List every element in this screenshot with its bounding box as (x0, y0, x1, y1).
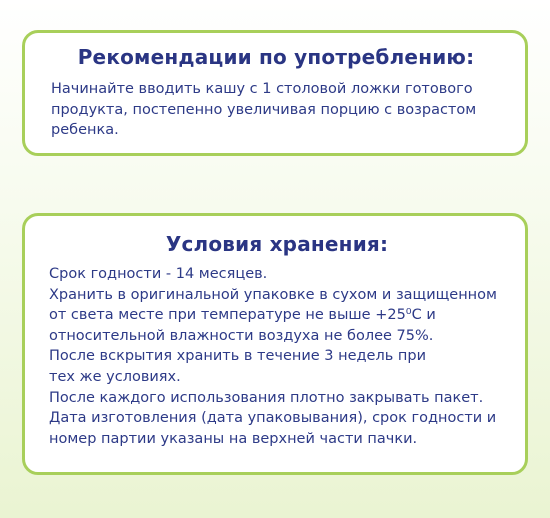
storage-line: Хранить в оригинальной упаковке в сухом и защищенном (49, 286, 497, 303)
storage-line: После вскрытия хранить в течение 3 недель при (49, 348, 427, 365)
storage-line: относительной влажности воздуха не более 75%. (49, 327, 434, 344)
storage-lines (49, 264, 505, 449)
usage-title: Рекомендации по употреблению: (77, 45, 475, 69)
storage-line: Срок годности - 14 месяцев. (49, 266, 268, 282)
storage-line: тех же условиях. (49, 368, 181, 385)
storage-conditions-card (22, 213, 528, 475)
usage-recommendations-card (22, 30, 528, 156)
storage-line: После каждого использования плотно закрывать пакет. (49, 389, 484, 406)
storage-line: номер партии указаны на верхней части пачки. (49, 430, 418, 447)
usage-text: Начинайте вводить кашу с 1 столовой ложки готового продукта, постепенно увеличивая порцию с возрастом ребенка. (51, 81, 477, 139)
storage-line: Дата изготовления (дата упаковывания), срок годности и (49, 410, 497, 427)
storage-title: Условия хранения: (165, 232, 389, 256)
storage-line: от света месте при температуре не выше +25⁰С и (49, 307, 436, 324)
